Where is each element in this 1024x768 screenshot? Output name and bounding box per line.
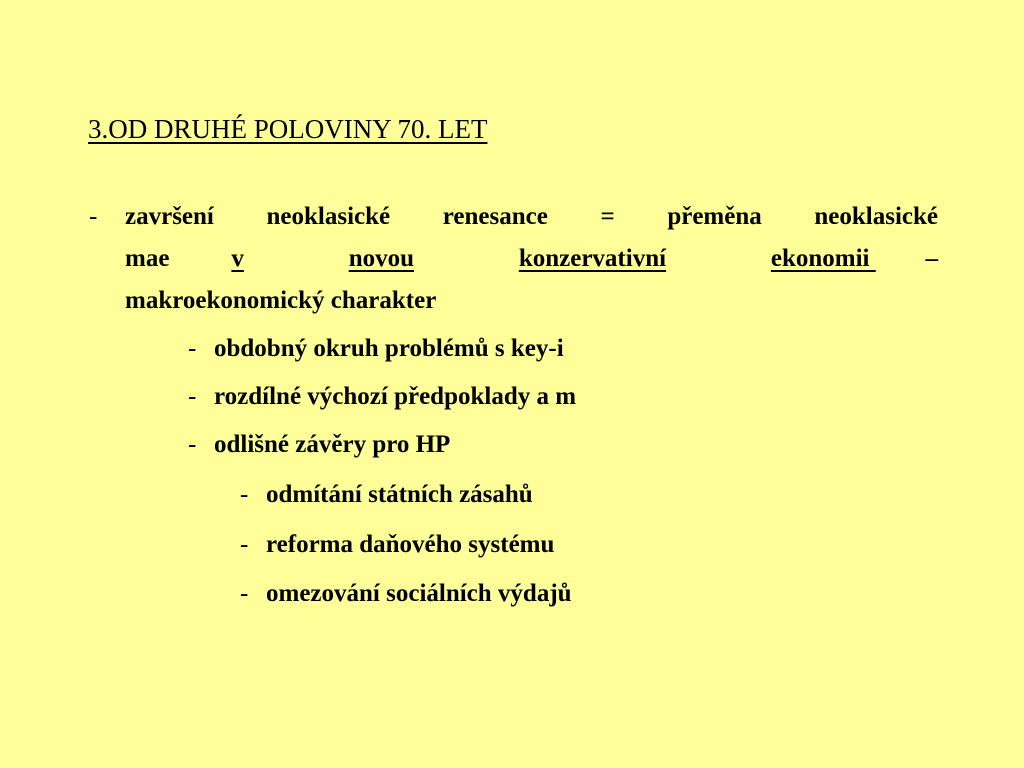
slide-title: 3.OD DRUHÉ POLOVINY 70. LET <box>88 114 488 144</box>
sub-item-text: odlišné závěry pro HP <box>214 431 451 458</box>
sub-sub-item <box>240 573 572 615</box>
word: konzervativní <box>518 245 667 272</box>
word: neoklasické <box>814 203 938 230</box>
sub-item-text: obdobný okruh problémů s key-i <box>214 335 564 362</box>
sub-item <box>188 424 450 466</box>
underlined-phrase <box>231 238 869 280</box>
word: završení <box>125 203 214 230</box>
sub-sub-item-dash: - <box>240 531 249 558</box>
sub-sub-item-dash: - <box>240 580 249 607</box>
sub-sub-item-text: odmítání státních zásahů <box>266 481 533 508</box>
sub-sub-item <box>240 524 554 566</box>
main-bullet-line-2 <box>125 238 938 280</box>
sub-item <box>188 328 564 370</box>
sub-sub-item-text: omezování sociálních výdajů <box>266 580 572 607</box>
sub-item <box>188 376 576 418</box>
main-bullet-dash: - <box>89 203 98 230</box>
sub-item-dash: - <box>188 383 197 410</box>
sub-item-text: rozdílné výchozí předpoklady a m <box>214 383 577 410</box>
sub-sub-item-dash: - <box>240 481 249 508</box>
underline-gap <box>870 238 926 280</box>
line-end-dash: – <box>925 245 938 272</box>
word: mae <box>125 245 170 272</box>
main-bullet-line-3: makroekonomický charakter <box>125 287 437 314</box>
word: přeměna <box>667 203 762 230</box>
main-bullet-line-1 <box>125 196 938 238</box>
sub-sub-item <box>240 474 533 516</box>
sub-sub-item-text: reforma daňového systému <box>266 531 555 558</box>
main-bullet-text <box>125 196 938 322</box>
word: = <box>600 203 615 230</box>
sub-item-dash: - <box>188 431 197 458</box>
word: neoklasické <box>266 203 391 230</box>
word: ekonomii <box>770 245 870 272</box>
word: renesance <box>442 203 548 230</box>
word: v <box>231 245 244 272</box>
sub-item-dash: - <box>188 335 197 362</box>
word: novou <box>348 245 415 272</box>
